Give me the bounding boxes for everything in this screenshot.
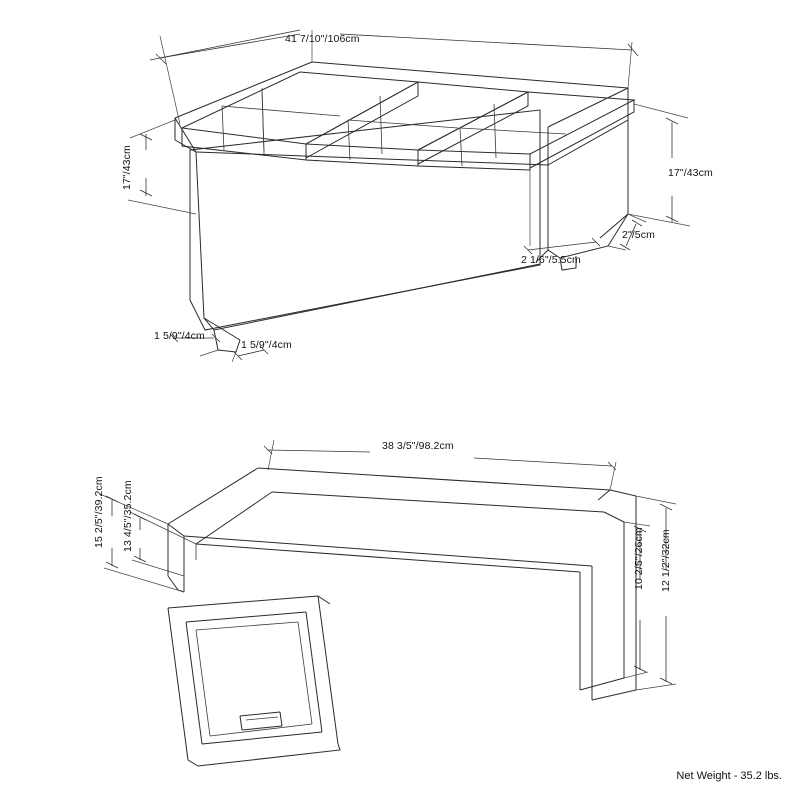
dim-tray-lip: 2 1/6"/5.5cm	[521, 254, 581, 266]
dim-interior-length: 38 3/5"/98.2cm	[382, 440, 454, 452]
dim-outer-depth: 15 2/5"/39.2cm	[93, 476, 105, 548]
dim-foot-width-left: 1 5/9"/4cm	[154, 330, 205, 342]
dim-edge-thickness: 2"/5cm	[622, 229, 655, 241]
dim-overall-width: 41 7/10"/106cm	[285, 33, 360, 45]
dim-foot-depth: 1 5/9"/4cm	[241, 339, 292, 351]
closed-ottoman-drawing	[128, 30, 690, 362]
dim-overall-height-left: 17"/43cm	[121, 145, 133, 190]
dim-overall-depth-right: 12 1/2"/32cm	[660, 529, 672, 592]
dim-interior-height: 10 2/5"/26cm	[633, 527, 645, 590]
open-ottoman-drawing	[100, 440, 676, 766]
dim-inner-depth: 13 4/5"/35.2cm	[122, 480, 134, 552]
dim-overall-height-right: 17"/43cm	[668, 167, 713, 179]
net-weight-label: Net Weight - 35.2 lbs.	[676, 770, 782, 782]
